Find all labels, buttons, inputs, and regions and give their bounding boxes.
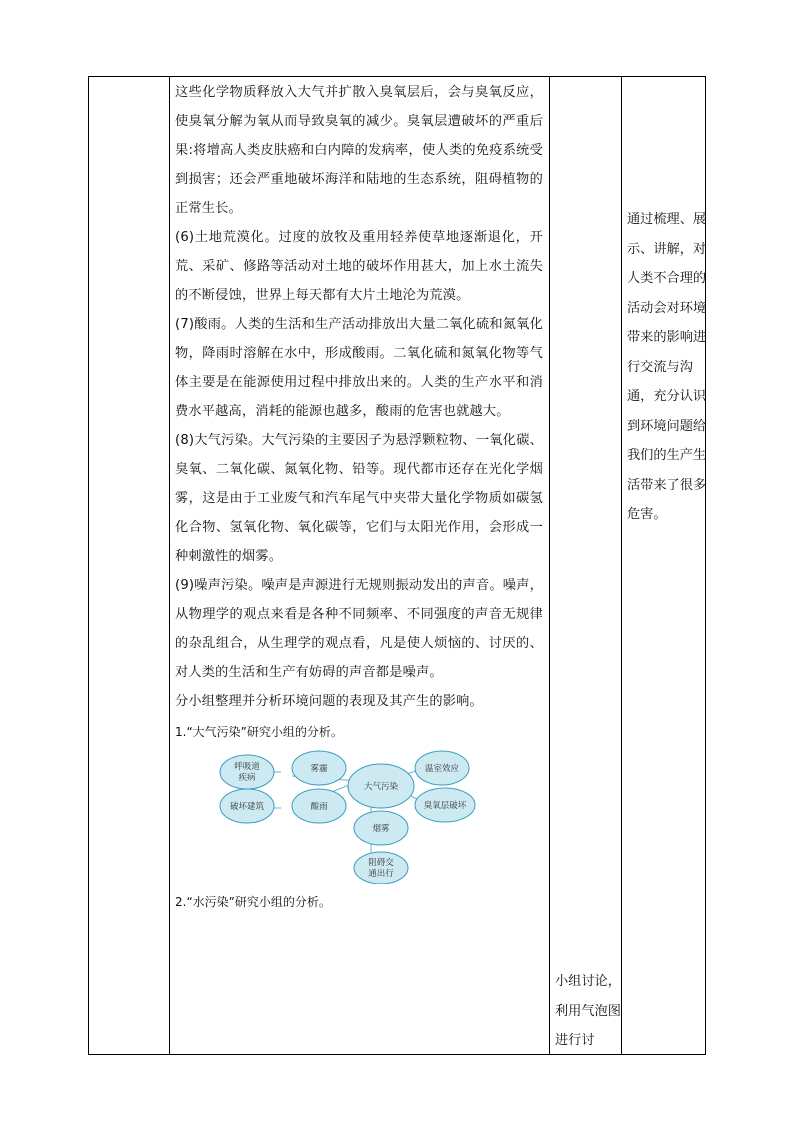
activity-column: 小组讨论，利用气泡图进行讨 (555, 974, 621, 1048)
paragraph-ozone: 这些化学物质释放入大气并扩散入臭氧层后，会与臭氧反应，使臭氧分解为氧从而导致臭氧的减少。臭氧层遭破坏的严重后果:将增高人类皮肤癌和白内障的发病率，使人类的免疫系统受到损害；还会严重地破坏海洋和陆地的生态系统，阻碍植物的正常生长。 (175, 85, 543, 216)
paragraph-group-task: 分小组整理并分析环境问题的表现及其产生的影响。 (175, 694, 483, 709)
bubble-node (354, 852, 408, 884)
bubble-label: 酸雨 (310, 802, 328, 812)
column-divider (549, 77, 550, 1054)
bubble-map (169, 744, 549, 884)
bubble-label: 破坏建筑 (229, 802, 265, 812)
bubble-node (220, 755, 274, 789)
paragraph-air-pollution: (8)大气污染。大气污染的主要因子为悬浮颗粒物、一氧化碳、臭氧、二氧化碳、氮氧化物、铅等。现代都市还存在光化学烟雾，这是由于工业废气和汽车尾气中夹带大量化学物质如碳氢化合物、氢氧化物、氧化碳等，它们与太阳光作用，会形成一种刺激性的烟雾。 (175, 433, 543, 564)
intent-column: 通过梳理、展示、讲解，对人类不合理的活动会对环境带来的影响进行交流与沟通，充分认识到环境问题给我们的生产生活带来了很多危害。 (627, 212, 707, 522)
bubble-label: 温室效应 (424, 764, 460, 774)
paragraph-desertification: (6)土地荒漠化。过度的放牧及重用轻养使草地逐渐退化，开荒、采矿、修路等活动对土地的破坏作用甚大，加上水土流失的不断侵蚀，世界上每天都有大片土地沦为荒漠。 (175, 230, 543, 303)
bubble-label: 疾病 (238, 773, 256, 783)
group-analysis-water: 2.“水污染”研究小组的分析。 (175, 895, 331, 909)
bubble-label: 烟雾 (372, 824, 390, 834)
bubble-center-label: 大气污染 (363, 782, 399, 792)
bubble-label: 通出行 (368, 869, 394, 879)
group-analysis-air: 1.“大气污染”研究小组的分析。 (175, 725, 343, 739)
lesson-table (88, 76, 706, 1055)
paragraph-noise: (9)噪声污染。噪声是声源进行无规则振动发出的声音。噪声，从物理学的观点来看是各种不同频率、不同强度的声音无规律的杂乱组合，从生理学的观点看，凡是使人烦恼的、讨厌的、对人类的生活和生产有妨碍的声音都是噪声。 (175, 578, 543, 680)
bubble-label: 呼吸道 (234, 762, 260, 772)
paragraph-acid-rain: (7)酸雨。人类的生活和生产活动排放出大量二氧化硫和氮氧化物，降雨时溶解在水中，形成酸雨。二氧化硫和氮氧化物等气体主要是在能源使用过程中排放出来的。人类的生产水平和消费水平越高，消耗的能源也越多，酸雨的危害也就越大。 (175, 317, 543, 419)
bubble-label: 雾霾 (310, 764, 328, 774)
bubble-label: 阻碍交 (368, 858, 394, 868)
bubble-label: 臭氧层破坏 (423, 801, 467, 811)
content-column (169, 77, 549, 914)
